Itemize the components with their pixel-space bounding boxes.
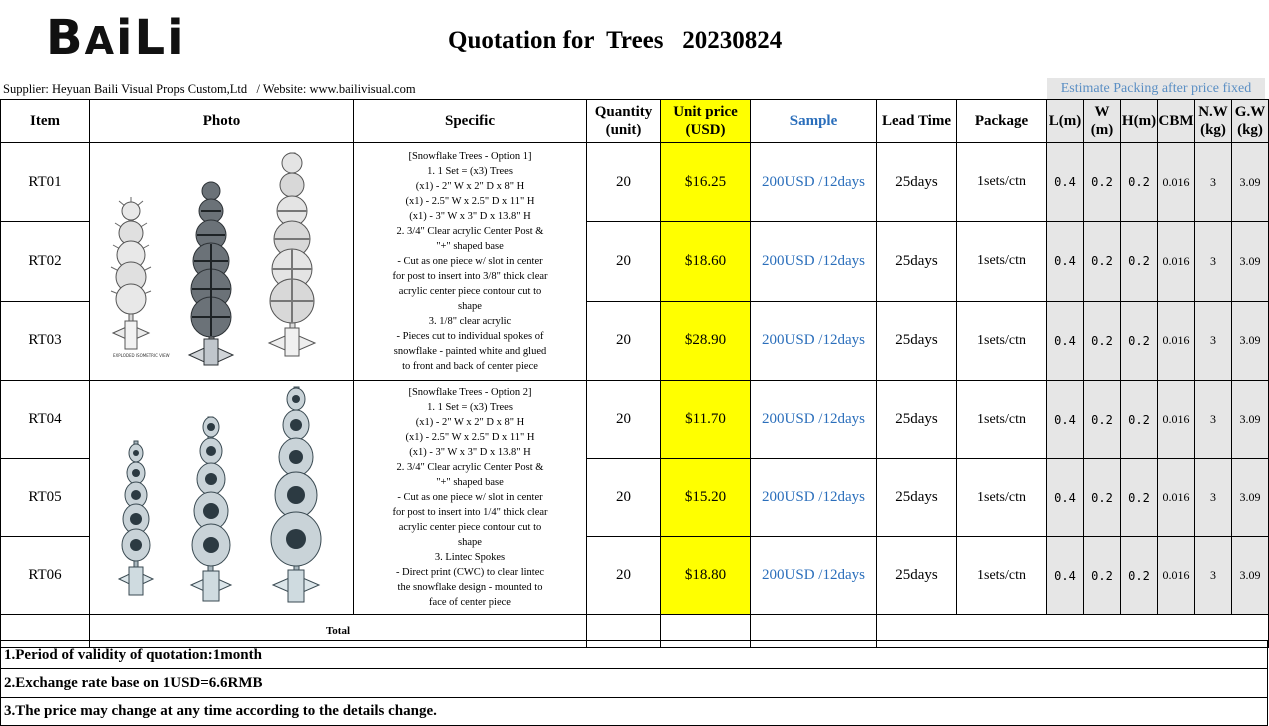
spec-line: 3. Lintec Spokes: [434, 552, 506, 563]
col-specific: Specific: [354, 100, 587, 143]
package: 1sets/ctn: [957, 537, 1047, 615]
item-code: RT02: [1, 222, 90, 301]
quantity: 20: [587, 143, 661, 222]
header-row: [1, 100, 1269, 143]
gross-weight: 3.09: [1232, 537, 1269, 615]
col-photo: Photo: [90, 100, 354, 143]
width: 0.2: [1084, 537, 1121, 615]
package: 1sets/ctn: [957, 381, 1047, 459]
col-gross-weight: G.W(kg): [1232, 100, 1269, 143]
spec-line: shape: [458, 301, 482, 312]
unit-price: $15.20: [661, 459, 751, 537]
note-exchange-rate: 2.Exchange rate base on 1USD=6.6RMB: [0, 669, 1268, 698]
quantity: 20: [587, 459, 661, 537]
gross-weight: 3.09: [1232, 143, 1269, 222]
quantity: 20: [587, 222, 661, 301]
item-code: RT04: [1, 381, 90, 459]
item-code: RT05: [1, 459, 90, 537]
height: 0.2: [1121, 537, 1158, 615]
spec-option1-lines: [354, 149, 586, 374]
col-height: H(m): [1121, 100, 1158, 143]
spec-line: "+" shaped base: [436, 477, 504, 488]
spec-line: [Snowflake Trees - Option 2]: [408, 387, 532, 398]
col-cbm: CBM: [1158, 100, 1195, 143]
width: 0.2: [1084, 222, 1121, 301]
quantity: 20: [587, 381, 661, 459]
col-quantity: [587, 100, 661, 143]
lintec-snowflake-trees-image: [91, 381, 353, 609]
item-code: RT03: [1, 301, 90, 380]
length: 0.4: [1047, 143, 1084, 222]
spec-line: for post to insert into 1/4" thick clear: [392, 507, 548, 518]
spec-line: [Snowflake Trees - Option 1]: [408, 151, 532, 162]
lead-time: 25days: [877, 537, 957, 615]
spec-line: 3. 1/8" clear acrylic: [428, 316, 512, 327]
length: 0.4: [1047, 537, 1084, 615]
sample-price: 200USD /12days: [751, 381, 877, 459]
col-package: Package: [957, 100, 1047, 143]
cbm: 0.016: [1158, 301, 1195, 380]
height: 0.2: [1121, 222, 1158, 301]
cbm: 0.016: [1158, 222, 1195, 301]
package: 1sets/ctn: [957, 301, 1047, 380]
width: 0.2: [1084, 143, 1121, 222]
height: 0.2: [1121, 143, 1158, 222]
spec-line: "+" shaped base: [436, 241, 504, 252]
lead-time: 25days: [877, 301, 957, 380]
quotation-table: [0, 99, 1269, 648]
gross-weight: 3.09: [1232, 381, 1269, 459]
spec-line: - Cut as one piece w/ slot in center: [397, 492, 543, 503]
unit-price: $28.90: [661, 301, 751, 380]
spec-line: 2. 3/4" Clear acrylic Center Post &: [396, 462, 544, 473]
item-code: RT06: [1, 537, 90, 615]
total-label: Total: [90, 615, 587, 648]
baili-logo: BAiLi: [46, 10, 186, 66]
estimate-packing-note: Estimate Packing after price fixed: [1047, 78, 1265, 99]
gross-weight: 3.09: [1232, 459, 1269, 537]
unit-price: $16.25: [661, 143, 751, 222]
lead-time: 25days: [877, 459, 957, 537]
spec-line: 1. 1 Set = (x3) Trees: [427, 402, 513, 413]
lead-time: 25days: [877, 222, 957, 301]
spec-line: - Direct print (CWC) to clear lintec: [395, 567, 545, 578]
spec-line: (x1) - 2.5" W x 2.5" D x 11" H: [405, 196, 535, 207]
col-length: L(m): [1047, 100, 1084, 143]
gross-weight: 3.09: [1232, 222, 1269, 301]
item-code: RT01: [1, 143, 90, 222]
package: 1sets/ctn: [957, 143, 1047, 222]
col-sample: Sample: [751, 100, 877, 143]
gross-weight: 3.09: [1232, 301, 1269, 380]
lead-time: 25days: [877, 381, 957, 459]
spec-line: (x1) - 2" W x 2" D x 8" H: [415, 181, 525, 192]
spec-line: acrylic center piece contour cut to: [398, 286, 542, 297]
sample-price: 200USD /12days: [751, 301, 877, 380]
net-weight: 3: [1195, 301, 1232, 380]
quantity: 20: [587, 301, 661, 380]
width: 0.2: [1084, 459, 1121, 537]
quantity: 20: [587, 537, 661, 615]
length: 0.4: [1047, 222, 1084, 301]
cbm: 0.016: [1158, 143, 1195, 222]
spec-line: - Pieces cut to individual spokes of: [396, 331, 544, 342]
height: 0.2: [1121, 459, 1158, 537]
net-weight: 3: [1195, 143, 1232, 222]
height: 0.2: [1121, 381, 1158, 459]
spec-option2-lines: [354, 385, 586, 610]
spec-line: to front and back of center piece: [402, 361, 538, 372]
spec-line: - Cut as one piece w/ slot in center: [397, 256, 543, 267]
spec-line: (x1) - 2.5" W x 2.5" D x 11" H: [405, 432, 535, 443]
spec-option1: [354, 143, 587, 381]
spec-line: 1. 1 Set = (x3) Trees: [427, 166, 513, 177]
lead-time: 25days: [877, 143, 957, 222]
cbm: 0.016: [1158, 381, 1195, 459]
width: 0.2: [1084, 381, 1121, 459]
note-price-change: 3.The price may change at any time according to the details change.: [0, 697, 1268, 726]
spec-line: (x1) - 3" W x 3" D x 13.8" H: [409, 447, 531, 458]
sample-price: 200USD /12days: [751, 537, 877, 615]
unit-price: $18.60: [661, 222, 751, 301]
spec-line: face of center piece: [429, 597, 511, 608]
package: 1sets/ctn: [957, 459, 1047, 537]
spec-line: for post to insert into 3/8" thick clear: [392, 271, 548, 282]
spec-line: shape: [458, 537, 482, 548]
table-row: [1, 143, 1269, 222]
package: 1sets/ctn: [957, 222, 1047, 301]
note-validity: 1.Period of validity of quotation:1month: [0, 640, 1268, 669]
page-title: Quotation for Trees 20230824: [448, 27, 783, 54]
photo-caption: EXPLODED ISOMETRIC VIEW: [112, 353, 170, 358]
spec-line: acrylic center piece contour cut to: [398, 522, 542, 533]
col-net-weight: N.W(kg): [1195, 100, 1232, 143]
spec-line: snowflake - painted white and glued: [393, 346, 547, 357]
col-lead-time: Lead Time: [877, 100, 957, 143]
unit-price: $11.70: [661, 381, 751, 459]
sample-price: 200USD /12days: [751, 222, 877, 301]
unit-price: $18.80: [661, 537, 751, 615]
col-width: W (m): [1084, 100, 1121, 143]
sample-price: 200USD /12days: [751, 459, 877, 537]
table-row: [1, 381, 1269, 459]
cbm: 0.016: [1158, 459, 1195, 537]
spec-line: 2. 3/4" Clear acrylic Center Post &: [396, 226, 544, 237]
col-unit-price-label: Unit price (USD): [673, 104, 738, 138]
spec-option2: [354, 381, 587, 615]
length: 0.4: [1047, 459, 1084, 537]
height: 0.2: [1121, 301, 1158, 380]
spec-line: (x1) - 3" W x 3" D x 13.8" H: [409, 211, 531, 222]
spec-line: the snowflake design - mounted to: [397, 582, 543, 593]
length: 0.4: [1047, 301, 1084, 380]
col-unit-price: [661, 100, 751, 143]
spec-line: (x1) - 2" W x 2" D x 8" H: [415, 417, 525, 428]
photo-option2: [90, 381, 354, 615]
sample-price: 200USD /12days: [751, 143, 877, 222]
supplier-info: Supplier: Heyuan Baili Visual Props Custom,Ltd / Website: www.bailivisual.com: [3, 82, 416, 96]
net-weight: 3: [1195, 381, 1232, 459]
acrylic-snowflake-trees-image: [91, 143, 353, 375]
length: 0.4: [1047, 381, 1084, 459]
width: 0.2: [1084, 301, 1121, 380]
col-quantity-label: Quantity (unit): [594, 104, 653, 138]
photo-option1: [90, 143, 354, 381]
col-item: Item: [1, 100, 90, 143]
net-weight: 3: [1195, 459, 1232, 537]
cbm: 0.016: [1158, 537, 1195, 615]
net-weight: 3: [1195, 222, 1232, 301]
net-weight: 3: [1195, 537, 1232, 615]
